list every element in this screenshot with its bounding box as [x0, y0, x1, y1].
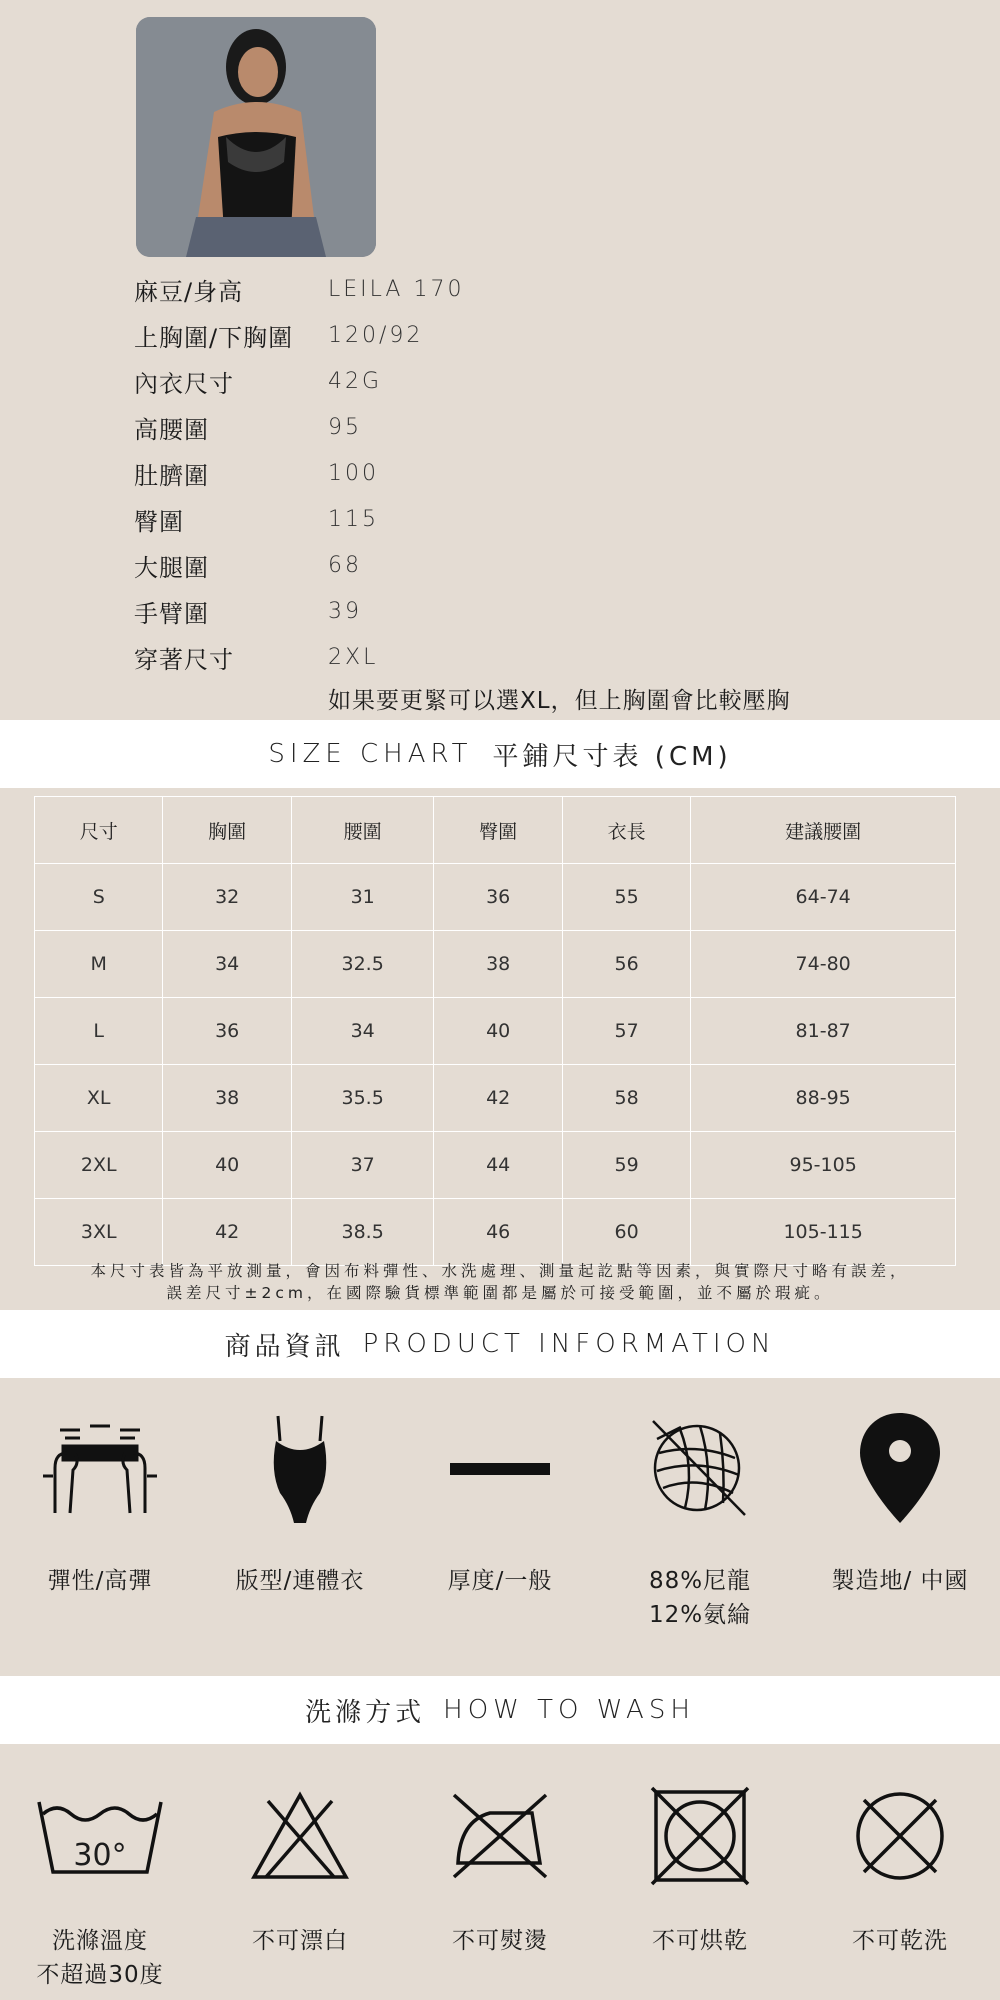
model-label: 肚臍圍 [134, 461, 209, 490]
no-iron-icon [450, 1791, 550, 1881]
product-info-header [0, 1310, 1000, 1378]
wash-item [0, 1776, 200, 1992]
table-cell: 42 [163, 1199, 291, 1266]
wash-label: 不可漂白 [252, 1928, 348, 1954]
product-info-item [600, 1408, 800, 1632]
product-info-label: 版型/連體衣 [235, 1568, 365, 1594]
size-table [34, 796, 956, 1266]
wash-instructions-list [0, 1776, 1000, 1992]
wash-label: 不可烘乾 [652, 1928, 748, 1954]
thickness-icon [450, 1458, 550, 1478]
table-cell: 56 [562, 931, 690, 998]
product-info-label: 厚度/一般 [447, 1568, 553, 1594]
table-cell: 34 [163, 931, 291, 998]
model-value: LEILA 170 [328, 276, 465, 302]
table-cell: 95-105 [691, 1132, 956, 1199]
disclaimer-line-1: 本尺寸表皆為平放測量，會因布料彈性、水洗處理、測量起訖點等因素，與實際尺寸略有誤差， [90, 1262, 910, 1280]
table-cell: 46 [434, 1199, 562, 1266]
table-header-cell: 臀圍 [434, 797, 562, 864]
table-cell: 2XL [35, 1132, 163, 1199]
model-row [134, 312, 464, 358]
product-info-item [800, 1408, 1000, 1632]
table-cell: 60 [562, 1199, 690, 1266]
model-value: 120/92 [328, 322, 424, 348]
model-measurements [134, 266, 464, 680]
model-row [134, 450, 464, 496]
wash-header [0, 1676, 1000, 1744]
table-cell: 32 [163, 864, 291, 931]
table-cell: 64-74 [691, 864, 956, 931]
table-cell: XL [35, 1065, 163, 1132]
table-cell: 37 [291, 1132, 434, 1199]
table-cell: 40 [163, 1132, 291, 1199]
wash-title-zh: 洗滌方式 [305, 1697, 426, 1728]
model-label: 高腰圍 [134, 415, 209, 444]
model-row [134, 266, 464, 312]
table-cell: 38.5 [291, 1199, 434, 1266]
table-cell: 32.5 [291, 931, 434, 998]
table-cell: L [35, 998, 163, 1065]
table-row [35, 1199, 956, 1266]
size-chart-title-zh: 平鋪尺寸表 (CM) [492, 741, 732, 772]
model-value: 2XL [328, 644, 379, 670]
wash-title-en: HOW TO WASH [443, 1695, 695, 1725]
table-cell: 74-80 [691, 931, 956, 998]
model-label: 內衣尺寸 [134, 369, 234, 398]
bodysuit-icon [260, 1411, 340, 1526]
product-info-list [0, 1408, 1000, 1632]
table-cell: 58 [562, 1065, 690, 1132]
model-photo [136, 17, 376, 257]
wash-temp-label: 30° [73, 1838, 127, 1873]
table-cell: 34 [291, 998, 434, 1065]
model-row [134, 358, 464, 404]
table-cell: 59 [562, 1132, 690, 1199]
table-header-cell: 衣長 [562, 797, 690, 864]
table-cell: 38 [163, 1065, 291, 1132]
table-header-cell: 腰圍 [291, 797, 434, 864]
model-row [134, 588, 464, 634]
no-tumble-dry-icon [650, 1786, 750, 1886]
table-cell: S [35, 864, 163, 931]
table-cell: 88-95 [691, 1065, 956, 1132]
product-info-item [0, 1408, 200, 1632]
table-cell: 36 [163, 998, 291, 1065]
no-dry-clean-icon [850, 1786, 950, 1886]
model-label: 上胸圍/下胸圍 [134, 323, 294, 352]
model-value: 95 [328, 414, 362, 440]
table-row [35, 1065, 956, 1132]
wash-item [400, 1776, 600, 1992]
product-info-label: 彈性/高彈 [47, 1568, 153, 1594]
model-label: 大腿圍 [134, 553, 209, 582]
model-label: 臀圍 [134, 507, 184, 536]
model-row [134, 634, 464, 680]
table-row [35, 931, 956, 998]
wash-label: 不可乾洗 [852, 1928, 948, 1954]
wash-label [36, 1924, 163, 1992]
wash-label: 不可熨燙 [452, 1928, 548, 1954]
table-row [35, 1132, 956, 1199]
table-cell: 40 [434, 998, 562, 1065]
wash-label-line-2: 不超過30度 [36, 1962, 164, 1988]
model-row [134, 496, 464, 542]
product-info-title-en: PRODUCT INFORMATION [362, 1329, 776, 1359]
wash-item [200, 1776, 400, 1992]
model-value: 115 [328, 506, 379, 532]
table-cell: 35.5 [291, 1065, 434, 1132]
yarn-icon [645, 1413, 755, 1523]
location-pin-icon [858, 1411, 942, 1526]
model-label: 手臂圍 [134, 599, 209, 628]
stretch-icon [35, 1418, 165, 1518]
table-cell: 57 [562, 998, 690, 1065]
product-info-label [649, 1564, 751, 1632]
model-row [134, 404, 464, 450]
model-value: 68 [328, 552, 362, 578]
product-info-label: 製造地/ 中國 [831, 1568, 969, 1594]
product-info-item [200, 1408, 400, 1632]
fit-note: 如果要更緊可以選XL，但上胸圍會比較壓胸 [328, 688, 791, 714]
table-cell: 36 [434, 864, 562, 931]
model-row [134, 542, 464, 588]
wash-item [600, 1776, 800, 1992]
table-cell: 31 [291, 864, 434, 931]
model-value: 100 [328, 460, 379, 486]
table-cell: M [35, 931, 163, 998]
table-cell: 55 [562, 864, 690, 931]
measurement-disclaimer [20, 1260, 980, 1304]
fiber-line-1: 88%尼龍 [648, 1568, 752, 1594]
table-row [35, 864, 956, 931]
disclaimer-line-2: 誤差尺寸±2cm，在國際驗貨標準範圍都是屬於可接受範圍，並不屬於瑕疵。 [166, 1284, 834, 1302]
model-photo-illustration [136, 17, 376, 257]
table-cell: 3XL [35, 1199, 163, 1266]
wash-label-line-1: 洗滌溫度 [52, 1928, 148, 1954]
size-chart-title-en: SIZE CHART [268, 739, 473, 769]
table-cell: 42 [434, 1065, 562, 1132]
table-header-row [35, 797, 956, 864]
table-cell: 81-87 [691, 998, 956, 1065]
size-chart-header [0, 720, 1000, 788]
table-cell: 105-115 [691, 1199, 956, 1266]
model-value: 39 [328, 598, 362, 624]
wash-item [800, 1776, 1000, 1992]
table-row [35, 998, 956, 1065]
table-header-cell: 尺寸 [35, 797, 163, 864]
table-cell: 38 [434, 931, 562, 998]
product-info-title-zh: 商品資訊 [224, 1331, 345, 1362]
fiber-line-2: 12%氨綸 [648, 1602, 752, 1628]
model-label: 穿著尺寸 [134, 645, 234, 674]
model-value: 42G [328, 368, 383, 394]
table-header-cell: 胸圍 [163, 797, 291, 864]
model-label: 麻豆/身高 [134, 277, 244, 306]
product-info-item [400, 1408, 600, 1632]
no-bleach-icon [250, 1791, 350, 1881]
table-header-cell: 建議腰圍 [691, 797, 956, 864]
table-cell: 44 [434, 1132, 562, 1199]
